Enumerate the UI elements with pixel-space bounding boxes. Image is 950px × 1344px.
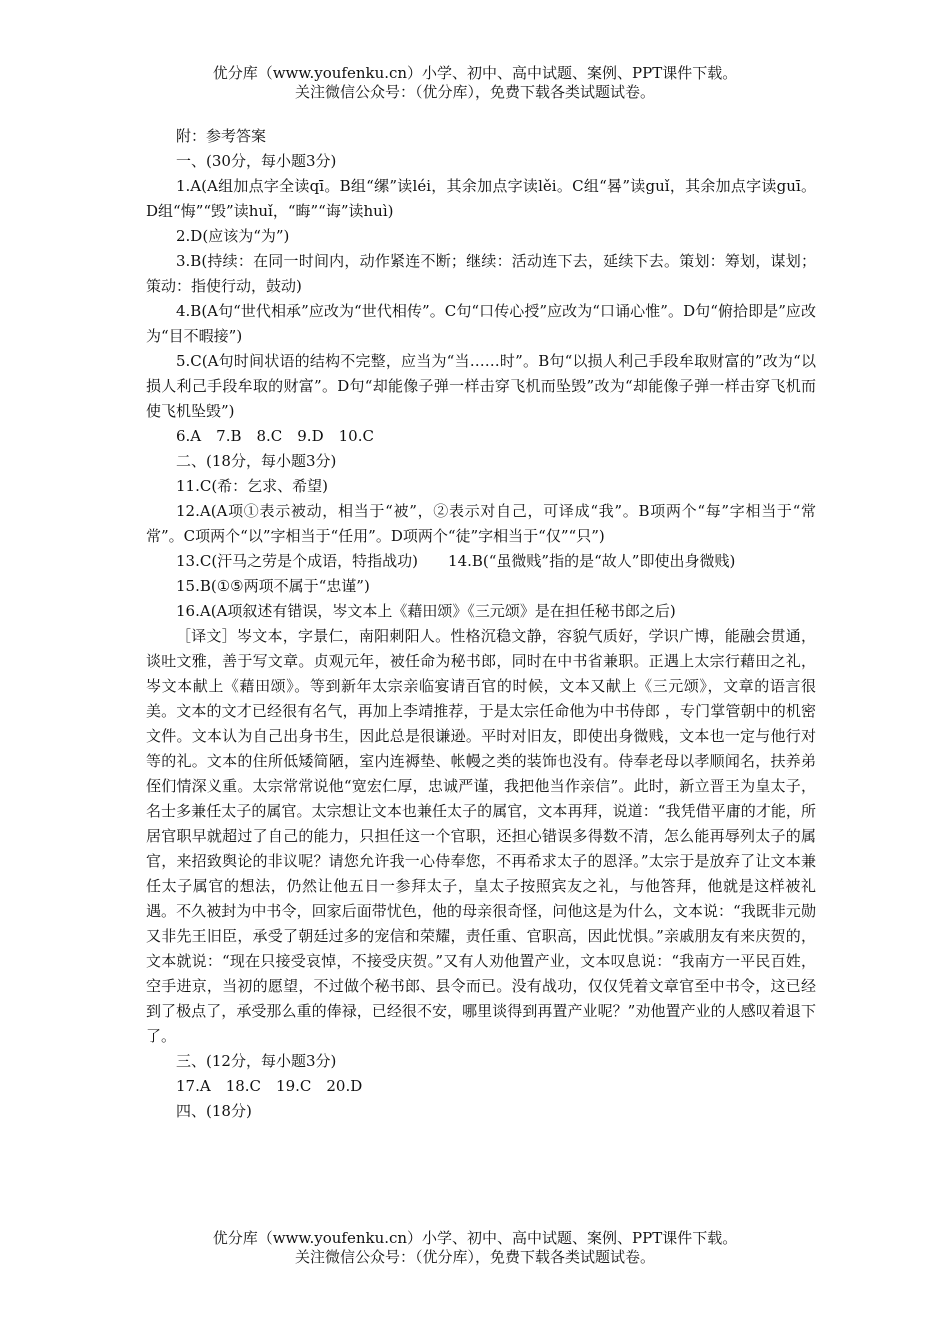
section-heading-1: 一、(30分，每小题3分): [176, 152, 337, 170]
page-footer: [0, 1229, 950, 1267]
answer-3: 3.B(持续：在同一时间内，动作紧连不断；继续：活动连下去，延续下去。策划：筹划，谋划；策动：指使行动，鼓动): [146, 252, 816, 295]
answers-6-10: 6.A 7.B 8.C 9.D 10.C: [176, 427, 374, 445]
answer-16: 16.A(A项叙述有错误，岑文本上《藉田颂》《三元颂》是在担任秘书郎之后): [176, 602, 676, 620]
answer-2: 2.D(应该为“为”): [176, 227, 290, 245]
header-line-2: 关注微信公众号：（优分库），免费下载各类试题试卷。: [294, 83, 655, 101]
answer-5: 5.C(A句时间状语的结构不完整，应当为“当……时”。B句“以损人利己手段牟取财富的”改为“以损人利己手段牟取的财富”。D句“却能像子弹一样击穿飞机而坠毁”改为“却能像子弹一样击穿飞机而使飞机坠毁”): [146, 352, 816, 420]
section-heading-4: 四、(18分): [176, 1102, 252, 1120]
answer-title: 附：参考答案: [176, 127, 267, 145]
answer-12: 12.A(A项①表示被动，相当于“被”，②表示对自己，可译成“我”。B项两个“每”字相当于“常常”。C项两个“以”字相当于“任用”。D项两个“徒”字相当于“仅”“只”): [146, 502, 816, 545]
answers-13-14: 13.C(汗马之劳是个成语，特指战功) 14.B(“虽微贱”指的是“故人”即使出身微贱): [176, 552, 736, 570]
page-header: [0, 64, 950, 102]
footer-line-2: 关注微信公众号：（优分库），免费下载各类试题试卷。: [294, 1248, 655, 1266]
answer-11: 11.C(希：乞求、希望): [176, 477, 329, 495]
section-heading-2: 二、(18分，每小题3分): [176, 452, 337, 470]
translation-text: ［译文］岑文本，字景仁，南阳刺阳人。性格沉稳文静，容貌气质好，学识广博，能融会贯通，谈吐文雅，善于写文章。贞观元年，被任命为秘书郎，同时在中书省兼职。正遇上太宗行藉田之礼，岑文本献上《藉田颂》。等到新年太宗亲临宴请百官的时候，文本又献上《三元颂》，文章的语言很美。文本的文才已经很有名气，再加上李靖推荐，于是太宗任命他为中书侍郎 ，专门掌管朝中的机密文件。文本认为自己出身书生，因此总是很谦逊。平时对旧友，即使出身微贱，文本也一定与他行对等的礼。文本的住所低矮简陋，室内连褥垫、帐幔之类的装饰也没有。侍奉老母以孝顺闻名，扶养弟侄们情深义重。太宗常常说他“宽宏仁厚，忠诚严谨，我把他当作亲信”。此时，新立晋王为皇太子，名士多兼任太子的属官。太宗想让文本也兼任太子的属官，文本再拜，说道：“我凭借平庸的才能，所居官职早就超过了自己的能力，只担任这一个官职，还担心错误多得数不清，怎么能再辱列太子的属官，来招致舆论的非议呢？请您允许我一心侍奉您，不再希求太子的恩泽。”太宗于是放弃了让文本兼任太子属官的想法，仍然让他五日一参拜太子，皇太子按照宾友之礼，与他答拜，他就是这样被礼遇。不久被封为中书令，回家后面带忧色，他的母亲很奇怪，问他这是为什么，文本说：“我既非元勋又非先王旧臣，承受了朝廷过多的宠信和荣耀，责任重、官职高，因此忧惧。”亲戚朋友有来庆贺的，文本就说：“现在只接受哀悼，不接受庆贺。”又有人劝他置产业，文本叹息说：“我南方一平民百姓，空手进京，当初的愿望，不过做个秘书郎、县令而已。没有战功，仅仅凭着文章官至中书令，这已经到了极点了，承受那么重的俸禄，已经很不安，哪里谈得到再置产业呢？”劝他置产业的人感叹着退下了。: [146, 627, 816, 1045]
answer-4: 4.B(A句“世代相承”应改为“世代相传”。C句“口传心授”应改为“口诵心惟”。D句“俯拾即是”应改为“目不暇接”): [146, 302, 816, 345]
answer-content: [146, 124, 816, 1124]
section-heading-3: 三、(12分，每小题3分): [176, 1052, 337, 1070]
translation-block: [146, 624, 816, 1049]
answers-17-20: 17.A 18.C 19.C 20.D: [176, 1077, 363, 1095]
answer-15: 15.B(①⑤两项不属于“忠谨”): [176, 577, 370, 595]
answer-1: 1.A(A组加点字全读qī。B组“缧”读léi，其余加点字读lěi。C组“晷”读guǐ，其余加点字读guī。D组“悔”“毁”读huǐ，“晦”“诲”读huì): [146, 177, 816, 220]
footer-line-1: 优分库（www.youfenku.cn）小学、初中、高中试题、案例、PPT课件下载。: [212, 1229, 738, 1247]
header-line-1: 优分库（www.youfenku.cn）小学、初中、高中试题、案例、PPT课件下载。: [212, 64, 738, 82]
